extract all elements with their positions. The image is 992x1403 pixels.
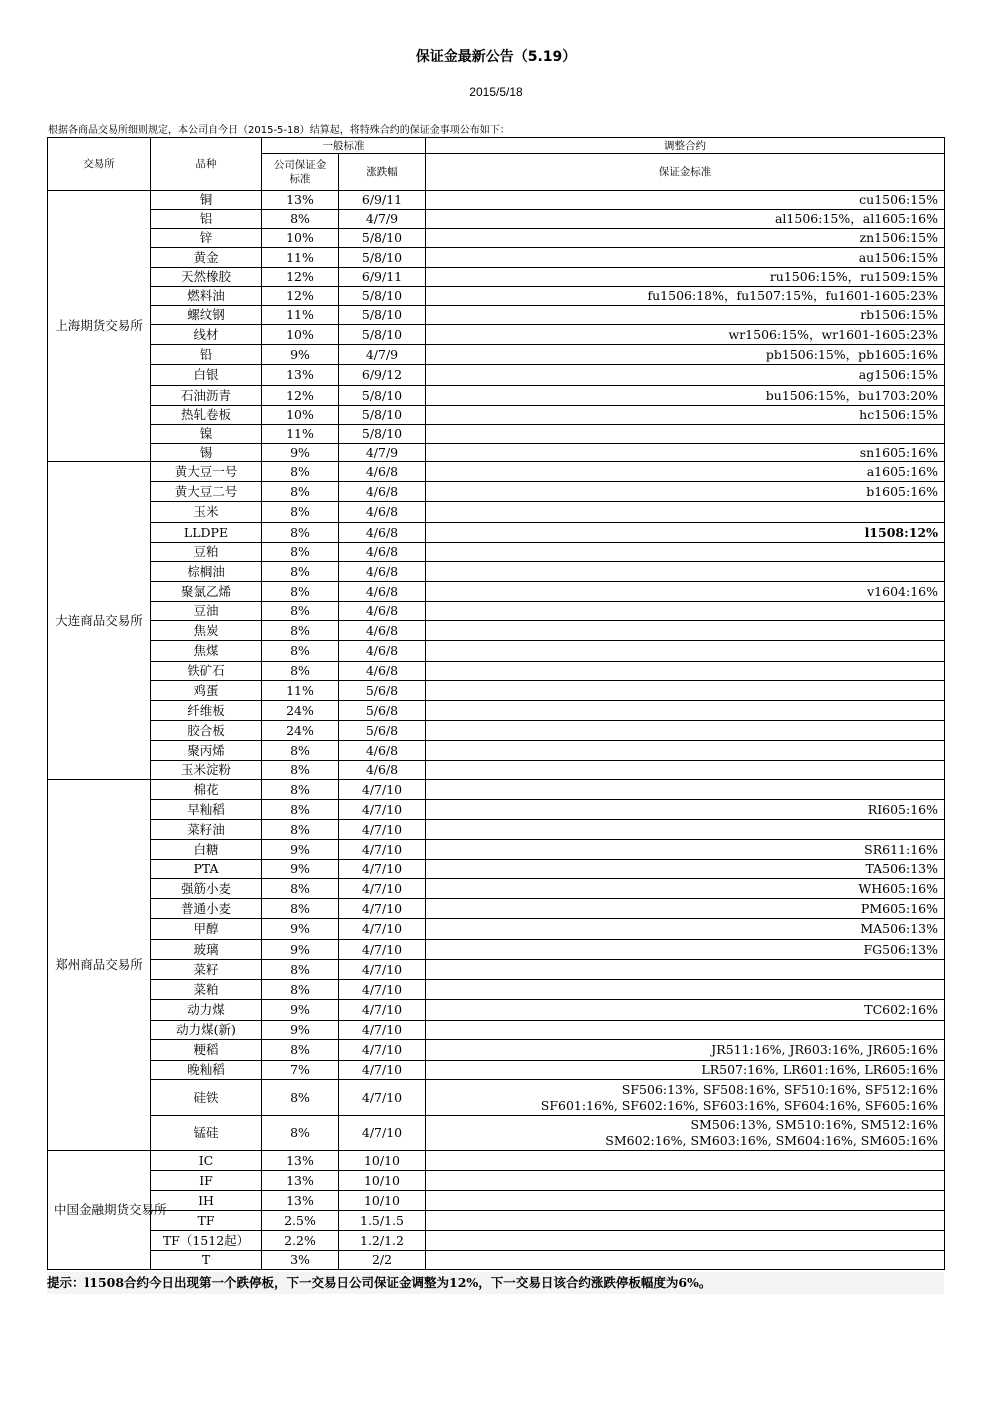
announcement-date: 2015/5/18	[469, 85, 523, 99]
table-row	[48, 1040, 945, 1061]
adjust-cell	[426, 425, 945, 444]
variety-cell: 铝	[151, 210, 262, 229]
variety-cell: 白糖	[151, 840, 262, 860]
margin-cell: 13%	[262, 191, 339, 210]
table-row	[48, 840, 945, 860]
margin-cell: 2.5%	[262, 1211, 339, 1231]
limit-cell: 2/2	[339, 1251, 426, 1270]
table-row	[48, 502, 945, 523]
margin-cell: 11%	[262, 306, 339, 325]
variety-cell: 粳稻	[151, 1040, 262, 1061]
limit-cell: 4/6/8	[339, 462, 426, 482]
limit-cell: 4/7/9	[339, 444, 426, 462]
margin-cell: 8%	[262, 780, 339, 800]
table-row	[48, 523, 945, 543]
adjust-cell: LR507:16%, LR601:16%, LR605:16%	[426, 1061, 945, 1080]
margin-cell: 8%	[262, 1040, 339, 1061]
adjust-cell	[426, 1211, 945, 1231]
table-row	[48, 425, 945, 444]
table-body	[48, 191, 945, 1270]
margin-cell: 11%	[262, 681, 339, 701]
limit-cell: 10/10	[339, 1171, 426, 1191]
header-standard: 保证金标准	[426, 154, 945, 191]
adjust-cell	[426, 543, 945, 562]
intro-text: 根据各商品交易所细则规定，本公司自今日（2015-5-18）结算起，将特殊合约的保证金事项公布如下：	[48, 125, 510, 136]
margin-cell: 8%	[262, 960, 339, 980]
adjust-cell	[426, 621, 945, 641]
limit-cell: 4/6/8	[339, 543, 426, 562]
margin-cell: 13%	[262, 1151, 339, 1171]
margin-cell: 8%	[262, 502, 339, 523]
variety-cell: 晚籼稻	[151, 1061, 262, 1080]
adjust-line: SM602:16%, SM603:16%, SM604:16%, SM605:16%	[605, 1133, 938, 1148]
table-row	[48, 761, 945, 780]
limit-cell: 4/6/8	[339, 562, 426, 582]
table-row	[48, 879, 945, 899]
variety-cell: 纤维板	[151, 701, 262, 721]
variety-cell: 锰硅	[151, 1116, 262, 1151]
adjust-cell	[426, 1231, 945, 1251]
adjust-cell	[426, 681, 945, 701]
variety-cell: PTA	[151, 860, 262, 879]
margin-cell: 9%	[262, 860, 339, 879]
limit-cell: 5/8/10	[339, 425, 426, 444]
margin-cell: 9%	[262, 1021, 339, 1040]
table-row	[48, 662, 945, 681]
variety-cell: 菜籽油	[151, 820, 262, 840]
table-row	[48, 1000, 945, 1021]
adjust-cell: TC602:16%	[426, 1000, 945, 1021]
table-row	[48, 543, 945, 562]
limit-cell: 6/9/11	[339, 268, 426, 287]
adjust-cell: v1604:16%	[426, 582, 945, 602]
limit-cell: 4/7/10	[339, 840, 426, 860]
margin-cell: 13%	[262, 1191, 339, 1211]
adjust-cell: ag1506:15%	[426, 365, 945, 386]
variety-cell: 石油沥青	[151, 386, 262, 406]
variety-cell: 螺纹钢	[151, 306, 262, 325]
limit-cell: 4/7/9	[339, 345, 426, 365]
adjust-cell: PM605:16%	[426, 899, 945, 919]
margin-cell: 3%	[262, 1251, 339, 1270]
margin-cell: 8%	[262, 482, 339, 502]
limit-cell: 1.5/1.5	[339, 1211, 426, 1231]
table-row	[48, 681, 945, 701]
adjust-cell	[426, 701, 945, 721]
margin-cell: 12%	[262, 268, 339, 287]
variety-cell: 棉花	[151, 780, 262, 800]
variety-cell: 鸡蛋	[151, 681, 262, 701]
exchange-name: 中国金融期货交易所	[48, 1151, 151, 1270]
limit-cell: 4/6/8	[339, 482, 426, 502]
limit-cell: 4/6/8	[339, 621, 426, 641]
adjust-cell	[426, 980, 945, 1000]
variety-cell: 白银	[151, 365, 262, 386]
adjust-cell: l1508:12%	[426, 523, 945, 543]
table-row	[48, 780, 945, 800]
table-row	[48, 345, 945, 365]
margin-cell: 8%	[262, 562, 339, 582]
variety-cell: 黄金	[151, 248, 262, 268]
adjust-cell	[426, 641, 945, 662]
variety-cell: 锌	[151, 229, 262, 248]
table-row	[48, 741, 945, 761]
margin-cell: 8%	[262, 741, 339, 761]
table-row	[48, 1151, 945, 1171]
limit-cell: 4/6/8	[339, 741, 426, 761]
variety-cell: 铜	[151, 191, 262, 210]
limit-cell: 5/6/8	[339, 701, 426, 721]
margin-cell: 8%	[262, 582, 339, 602]
adjust-cell	[426, 820, 945, 840]
table-row	[48, 562, 945, 582]
margin-cell: 8%	[262, 800, 339, 820]
margin-cell: 13%	[262, 365, 339, 386]
adjust-cell: WH605:16%	[426, 879, 945, 899]
adjust-cell	[426, 562, 945, 582]
header-variety: 品种	[151, 138, 262, 191]
adjust-cell: pb1506:15%，pb1605:16%	[426, 345, 945, 365]
variety-cell: 聚丙烯	[151, 741, 262, 761]
limit-cell: 4/6/8	[339, 761, 426, 780]
limit-cell: 4/6/8	[339, 662, 426, 681]
margin-cell: 8%	[262, 543, 339, 562]
table-row	[48, 602, 945, 621]
margin-cell: 8%	[262, 523, 339, 543]
table-row	[48, 960, 945, 980]
adjust-line: SM506:13%, SM510:16%, SM512:16%	[690, 1117, 938, 1132]
margin-cell: 9%	[262, 345, 339, 365]
variety-cell: 早籼稻	[151, 800, 262, 820]
table-row	[48, 1171, 945, 1191]
limit-cell: 4/7/10	[339, 1040, 426, 1061]
limit-cell: 4/7/10	[339, 980, 426, 1000]
margin-cell: 2.2%	[262, 1231, 339, 1251]
margin-cell: 8%	[262, 820, 339, 840]
table-row	[48, 641, 945, 662]
variety-cell: 焦煤	[151, 641, 262, 662]
limit-cell: 5/8/10	[339, 386, 426, 406]
adjust-cell	[426, 1191, 945, 1211]
adjust-cell: rb1506:15%	[426, 306, 945, 325]
footer-note: 提示：l1508合约今日出现第一个跌停板，下一交易日公司保证金调整为12%，下一交易日该合约涨跌停板幅度为6%。	[47, 1272, 944, 1294]
variety-cell: TF（1512起）	[151, 1231, 262, 1251]
margin-cell: 9%	[262, 1000, 339, 1021]
variety-cell: TF	[151, 1211, 262, 1231]
table-row	[48, 1080, 945, 1116]
variety-cell: 铁矿石	[151, 662, 262, 681]
table-row	[48, 1211, 945, 1231]
variety-cell: 棕榈油	[151, 562, 262, 582]
variety-cell: IH	[151, 1191, 262, 1211]
variety-cell: IF	[151, 1171, 262, 1191]
margin-cell: 11%	[262, 248, 339, 268]
margin-cell: 9%	[262, 940, 339, 960]
limit-cell: 4/7/10	[339, 1116, 426, 1151]
limit-cell: 4/6/8	[339, 582, 426, 602]
margin-cell: 8%	[262, 761, 339, 780]
limit-cell: 4/7/10	[339, 879, 426, 899]
variety-cell: 锡	[151, 444, 262, 462]
table-row	[48, 1191, 945, 1211]
variety-cell: 燃料油	[151, 287, 262, 306]
table-row	[48, 248, 945, 268]
header-limit: 涨跌幅	[339, 154, 426, 191]
margin-cell: 8%	[262, 621, 339, 641]
exchange-name: 大连商品交易所	[48, 462, 151, 780]
margin-cell: 8%	[262, 1080, 339, 1116]
adjust-cell	[426, 721, 945, 741]
limit-cell: 5/8/10	[339, 306, 426, 325]
table-row	[48, 800, 945, 820]
adjust-cell	[426, 960, 945, 980]
variety-cell: 豆油	[151, 602, 262, 621]
variety-cell: 菜籽	[151, 960, 262, 980]
variety-cell: IC	[151, 1151, 262, 1171]
limit-cell: 4/7/10	[339, 1061, 426, 1080]
margin-cell: 8%	[262, 662, 339, 681]
margin-cell: 9%	[262, 919, 339, 940]
margin-cell: 8%	[262, 980, 339, 1000]
adjust-cell: FG506:13%	[426, 940, 945, 960]
adjust-cell	[426, 1251, 945, 1270]
adjust-cell	[426, 1080, 945, 1116]
limit-cell: 10/10	[339, 1191, 426, 1211]
adjust-cell	[426, 602, 945, 621]
variety-cell: 玻璃	[151, 940, 262, 960]
adjust-cell: al1506:15%，al1605:16%	[426, 210, 945, 229]
adjust-cell: b1605:16%	[426, 482, 945, 502]
variety-cell: 豆粕	[151, 543, 262, 562]
table-row	[48, 482, 945, 502]
margin-cell: 8%	[262, 210, 339, 229]
adjust-cell: a1605:16%	[426, 462, 945, 482]
margin-table	[47, 137, 945, 1270]
header-margin: 公司保证金标准	[262, 154, 339, 191]
table-row	[48, 1116, 945, 1151]
table-row	[48, 462, 945, 482]
table-row	[48, 444, 945, 462]
variety-cell: 镍	[151, 425, 262, 444]
variety-cell: 胶合板	[151, 721, 262, 741]
margin-cell: 8%	[262, 641, 339, 662]
margin-cell: 8%	[262, 462, 339, 482]
adjust-line: SF506:13%, SF508:16%, SF510:16%, SF512:16%	[621, 1081, 938, 1097]
limit-cell: 5/8/10	[339, 325, 426, 345]
limit-cell: 5/8/10	[339, 287, 426, 306]
limit-cell: 5/8/10	[339, 406, 426, 425]
limit-cell: 4/7/10	[339, 1000, 426, 1021]
limit-cell: 4/6/8	[339, 602, 426, 621]
adjust-cell: zn1506:15%	[426, 229, 945, 248]
limit-cell: 5/8/10	[339, 248, 426, 268]
margin-cell: 10%	[262, 406, 339, 425]
table-row	[48, 701, 945, 721]
limit-cell: 4/7/10	[339, 1080, 426, 1116]
table-row	[48, 268, 945, 287]
limit-cell: 4/7/10	[339, 800, 426, 820]
variety-cell: 焦炭	[151, 621, 262, 641]
variety-cell: 玉米淀粉	[151, 761, 262, 780]
variety-cell: 菜粕	[151, 980, 262, 1000]
limit-cell: 1.2/1.2	[339, 1231, 426, 1251]
adjust-cell	[426, 1116, 945, 1151]
table-row	[48, 325, 945, 345]
margin-cell: 24%	[262, 701, 339, 721]
table-row	[48, 306, 945, 325]
variety-cell: T	[151, 1251, 262, 1270]
adjust-cell	[426, 780, 945, 800]
margin-cell: 9%	[262, 840, 339, 860]
table-row	[48, 287, 945, 306]
adjust-cell	[426, 1151, 945, 1171]
margin-cell: 12%	[262, 386, 339, 406]
variety-cell: 甲醇	[151, 919, 262, 940]
variety-cell: LLDPE	[151, 523, 262, 543]
page-title: 保证金最新公告（5.19）	[415, 49, 577, 65]
table-row	[48, 721, 945, 741]
limit-cell: 6/9/12	[339, 365, 426, 386]
limit-cell: 4/6/8	[339, 641, 426, 662]
header-exchange: 交易所	[48, 138, 151, 191]
table-row	[48, 1231, 945, 1251]
margin-cell: 7%	[262, 1061, 339, 1080]
table-row	[48, 1061, 945, 1080]
margin-cell: 12%	[262, 287, 339, 306]
limit-cell: 4/7/10	[339, 960, 426, 980]
margin-cell: 8%	[262, 1116, 339, 1151]
adjust-cell	[426, 741, 945, 761]
variety-cell: 黄大豆一号	[151, 462, 262, 482]
table-row	[48, 365, 945, 386]
adjust-cell: MA506:13%	[426, 919, 945, 940]
header-adjust: 调整合约	[426, 138, 945, 154]
table-row	[48, 940, 945, 960]
variety-cell: 玉米	[151, 502, 262, 523]
limit-cell: 5/6/8	[339, 681, 426, 701]
adjust-cell: cu1506:15%	[426, 191, 945, 210]
variety-cell: 天然橡胶	[151, 268, 262, 287]
limit-cell: 10/10	[339, 1151, 426, 1171]
adjust-cell: wr1506:15%，wr1601-1605:23%	[426, 325, 945, 345]
adjust-cell: hc1506:15%	[426, 406, 945, 425]
adjust-cell	[426, 761, 945, 780]
table-row	[48, 860, 945, 879]
limit-cell: 4/7/10	[339, 919, 426, 940]
adjust-cell: ru1506:15%，ru1509:15%	[426, 268, 945, 287]
variety-cell: 黄大豆二号	[151, 482, 262, 502]
table-row	[48, 899, 945, 919]
table-row	[48, 191, 945, 210]
table-row	[48, 210, 945, 229]
adjust-cell	[426, 1021, 945, 1040]
limit-cell: 4/7/10	[339, 899, 426, 919]
adjust-cell	[426, 1171, 945, 1191]
variety-cell: 动力煤	[151, 1000, 262, 1021]
table-row	[48, 980, 945, 1000]
variety-cell: 聚氯乙烯	[151, 582, 262, 602]
table-row	[48, 621, 945, 641]
margin-cell: 11%	[262, 425, 339, 444]
margin-cell: 10%	[262, 229, 339, 248]
limit-cell: 6/9/11	[339, 191, 426, 210]
variety-cell: 强筋小麦	[151, 879, 262, 899]
variety-cell: 热轧卷板	[151, 406, 262, 425]
limit-cell: 4/7/10	[339, 940, 426, 960]
table-row	[48, 1021, 945, 1040]
table-row	[48, 1251, 945, 1270]
header-general: 一般标准	[262, 138, 426, 154]
variety-cell: 硅铁	[151, 1080, 262, 1116]
margin-cell: 24%	[262, 721, 339, 741]
table-row	[48, 582, 945, 602]
variety-cell: 铅	[151, 345, 262, 365]
adjust-cell: fu1506:18%，fu1507:15%，fu1601-1605:23%	[426, 287, 945, 306]
margin-cell: 8%	[262, 899, 339, 919]
limit-cell: 4/7/10	[339, 820, 426, 840]
limit-cell: 5/8/10	[339, 229, 426, 248]
limit-cell: 4/7/10	[339, 1021, 426, 1040]
variety-cell: 动力煤(新)	[151, 1021, 262, 1040]
limit-cell: 5/6/8	[339, 721, 426, 741]
adjust-cell: TA506:13%	[426, 860, 945, 879]
exchange-name: 郑州商品交易所	[48, 780, 151, 1151]
table-row	[48, 820, 945, 840]
limit-cell: 4/6/8	[339, 502, 426, 523]
margin-cell: 10%	[262, 325, 339, 345]
limit-cell: 4/7/10	[339, 780, 426, 800]
variety-cell: 普通小麦	[151, 899, 262, 919]
exchange-name: 上海期货交易所	[48, 191, 151, 462]
adjust-cell: RI605:16%	[426, 800, 945, 820]
adjust-cell: bu1506:15%，bu1703:20%	[426, 386, 945, 406]
margin-cell: 9%	[262, 444, 339, 462]
adjust-cell: sn1605:16%	[426, 444, 945, 462]
adjust-cell: JR511:16%, JR603:16%, JR605:16%	[426, 1040, 945, 1061]
limit-cell: 4/7/9	[339, 210, 426, 229]
table-row	[48, 386, 945, 406]
adjust-cell	[426, 502, 945, 523]
adjust-cell: SR611:16%	[426, 840, 945, 860]
variety-cell: 线材	[151, 325, 262, 345]
adjust-cell: au1506:15%	[426, 248, 945, 268]
limit-cell: 4/6/8	[339, 523, 426, 543]
adjust-line: SF601:16%, SF602:16%, SF603:16%, SF604:16%, SF605:16%	[540, 1097, 938, 1113]
table-row	[48, 919, 945, 940]
table-row	[48, 229, 945, 248]
margin-cell: 8%	[262, 879, 339, 899]
table-row	[48, 406, 945, 425]
margin-cell: 13%	[262, 1171, 339, 1191]
margin-cell: 8%	[262, 602, 339, 621]
adjust-cell	[426, 662, 945, 681]
limit-cell: 4/7/10	[339, 860, 426, 879]
